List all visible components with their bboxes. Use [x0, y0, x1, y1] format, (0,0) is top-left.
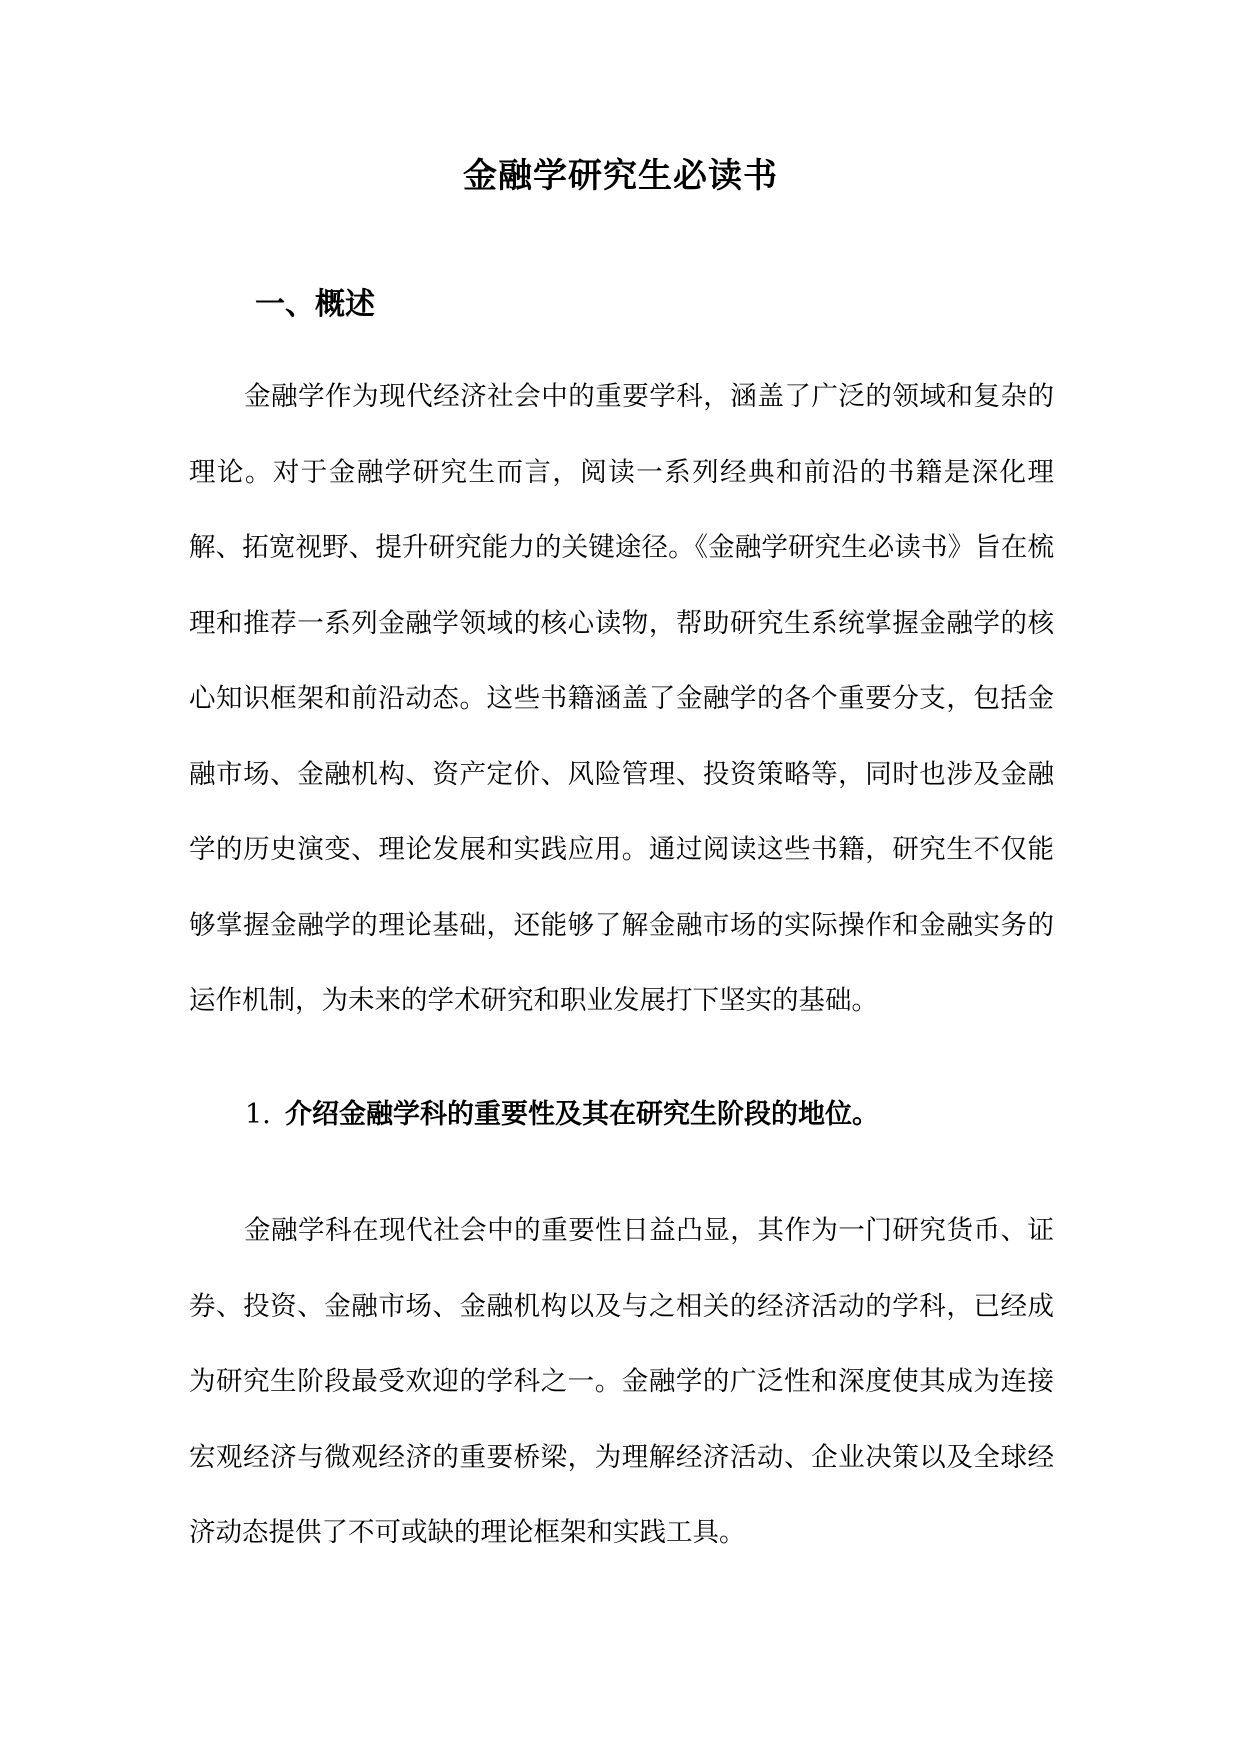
overview-paragraph: 金融学作为现代经济社会中的重要学科，涵盖了广泛的领域和复杂的理论。对于金融学研究生而言，阅读一系列经典和前沿的书籍是深化理解、拓宽视野、提升研究能力的关键途径。《金融学研究生必读书》旨在梳理和推荐一系列金融学领域的核心读物，帮助研究生系统掌握金融学的核心知识框架和前沿动态。这些书籍涵盖了金融学的各个重要分支，包括金融市场、金融机构、资产定价、风险管理、投资策略等，同时也涉及金融学的历史演变、理论发展和实践应用。通过阅读这些书籍，研究生不仅能够掌握金融学的理论基础，还能够了解金融市场的实际操作和金融实务的运作机制，为未来的学术研究和职业发展打下坚实的基础。 — [189, 381, 1054, 1016]
section-heading-overview: 一、概述 — [255, 287, 375, 322]
subsection-paragraph: 金融学科在现代社会中的重要性日益凸显，其作为一门研究货币、证券、投资、金融市场、金融机构以及与之相关的经济活动的学科，已经成为研究生阶段最受欢迎的学科之一。金融学的广泛性和深度使其成为连接宏观经济与微观经济的重要桥梁，为理解经济活动、企业决策以及全球经济动态提供了不可或缺的理论框架和实践工具。 — [189, 1215, 1054, 1548]
subsection-heading-text: 介绍金融学科的重要性及其在研究生阶段的地位。 — [285, 1099, 879, 1130]
subsection-heading — [245, 1093, 879, 1137]
document-title: 金融学研究生必读书 — [463, 156, 778, 196]
subsection-number: 1. — [245, 1099, 271, 1130]
